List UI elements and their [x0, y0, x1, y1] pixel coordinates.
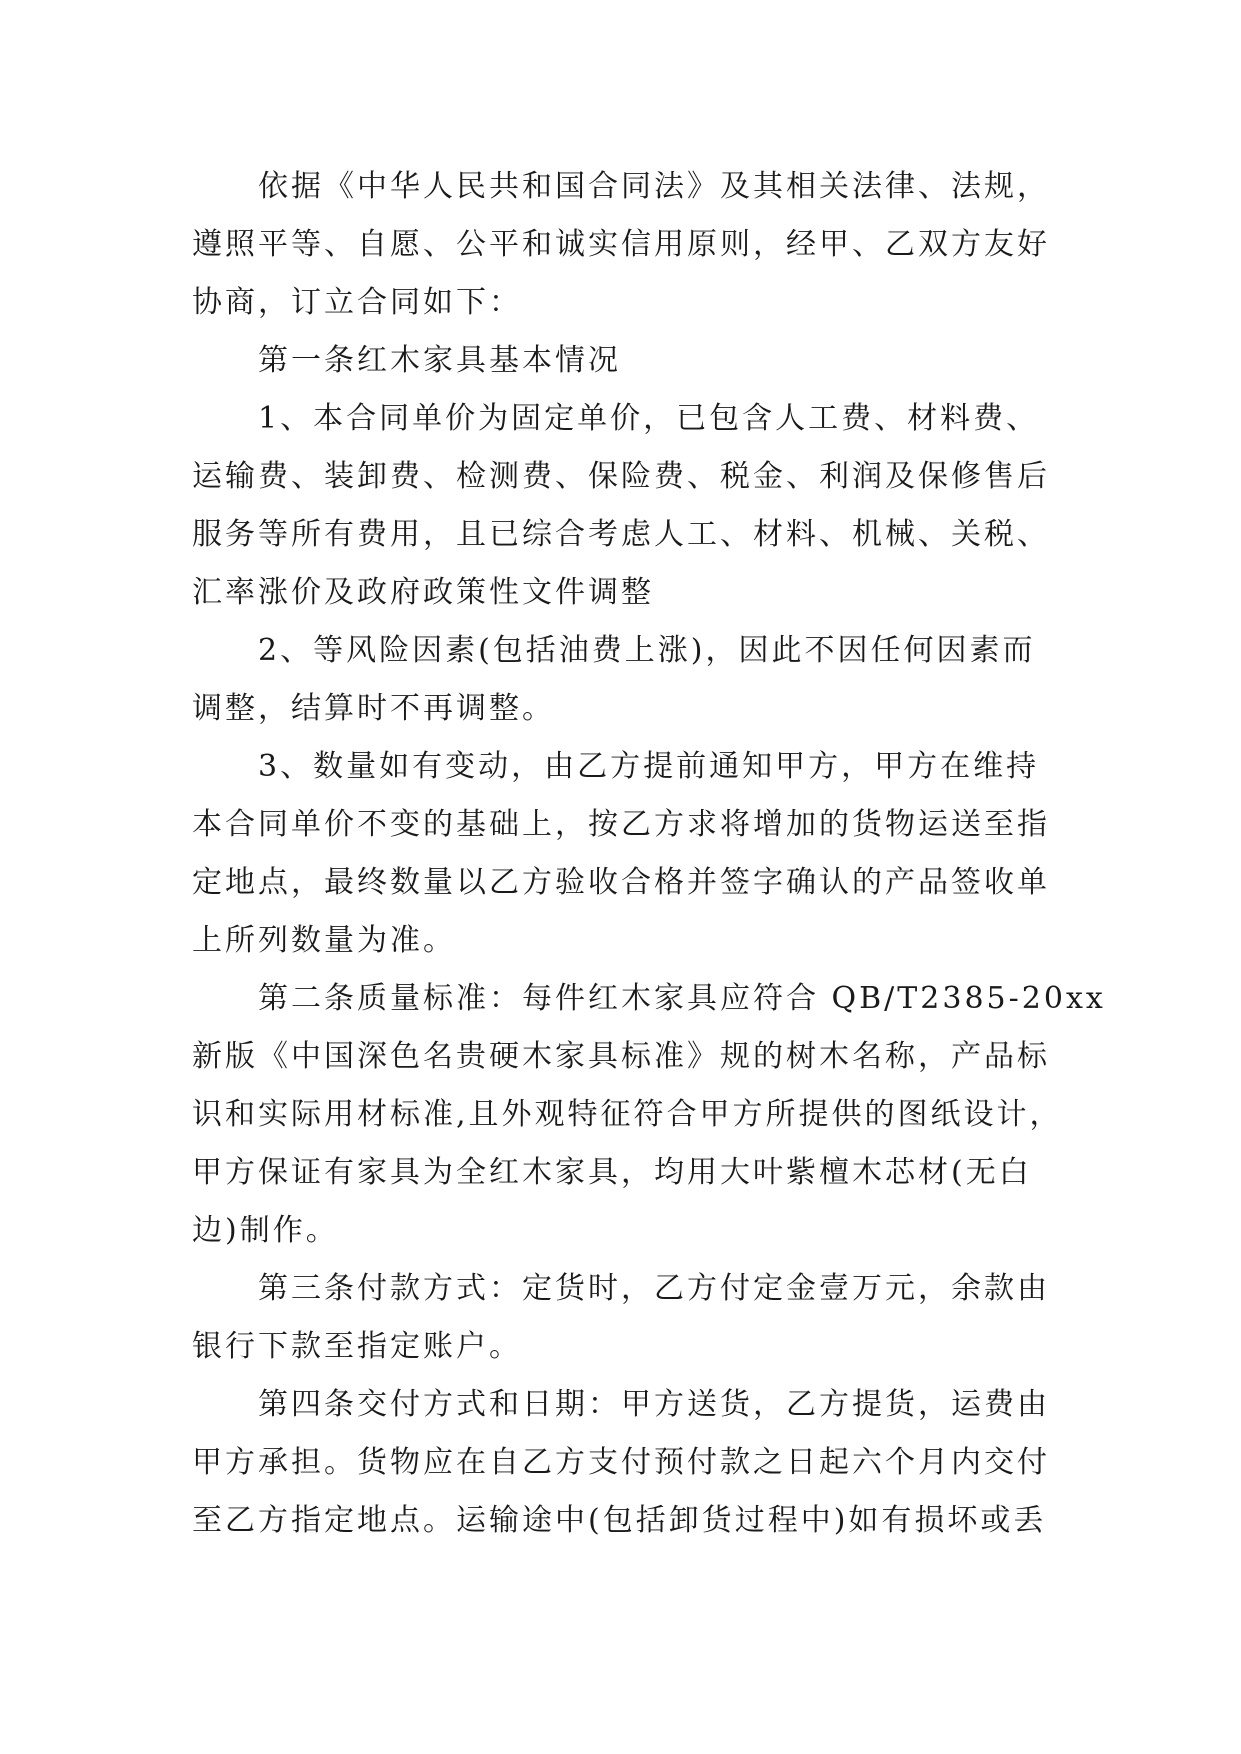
- text-line: 协商，订立合同如下：: [192, 285, 522, 320]
- text-line: 依据《中华人民共和国合同法》及其相关法律、法规，: [258, 169, 1050, 204]
- text-line: 3、数量如有变动，由乙方提前通知甲方，甲方在维持: [258, 749, 1040, 784]
- text-line: 本合同单价不变的基础上，按乙方求将增加的货物运送至指: [192, 807, 1050, 842]
- text-line: 甲方承担。货物应在自乙方支付预付款之日起六个月内交付: [192, 1445, 1050, 1480]
- clause-3: [192, 738, 1192, 970]
- text-line: 银行下款至指定账户。: [192, 1329, 522, 1364]
- text-line: 服务等所有费用，且已综合考虑人工、材料、机械、关税、: [192, 517, 1050, 552]
- text-line: 新版《中国深色名贵硬木家具标准》规的树木名称，产品标: [192, 1039, 1050, 1074]
- paragraph-preamble: [192, 158, 1192, 332]
- text-line: 运输费、装卸费、检测费、保险费、税金、利润及保修售后: [192, 459, 1050, 494]
- clause-1: [192, 390, 1192, 622]
- text-line: 汇率涨价及政府政策性文件调整: [192, 575, 654, 610]
- text-line: 遵照平等、自愿、公平和诚实信用原则，经甲、乙双方友好: [192, 227, 1050, 262]
- text-line: 甲方保证有家具为全红木家具，均用大叶紫檀木芯材(无白: [192, 1155, 1032, 1190]
- article-1-heading: [192, 332, 1192, 390]
- text-line: 上所列数量为准。: [192, 923, 456, 958]
- article-4-delivery: [192, 1376, 1192, 1550]
- text-line: 第四条交付方式和日期：甲方送货，乙方提货，运费由: [258, 1387, 1050, 1422]
- text-line: 调整，结算时不再调整。: [192, 691, 555, 726]
- text-line: 边)制作。: [192, 1213, 339, 1248]
- text-line: 定地点，最终数量以乙方验收合格并签字确认的产品签收单: [192, 865, 1050, 900]
- text-line: 2、等风险因素(包括油费上涨)，因此不因任何因素而: [258, 633, 1036, 668]
- article-3-payment: [192, 1260, 1192, 1376]
- document-body: [192, 158, 1192, 1550]
- clause-2: [192, 622, 1192, 738]
- text-line: 第三条付款方式：定货时，乙方付定金壹万元，余款由: [258, 1271, 1050, 1306]
- text-line: 第二条质量标准：每件红木家具应符合 QB/T2385-20xx: [258, 981, 1106, 1016]
- text-line: 识和实际用材标准,且外观特征符合甲方所提供的图纸设计，: [192, 1097, 1063, 1132]
- article-2-quality: [192, 970, 1192, 1260]
- text-line: 至乙方指定地点。运输途中(包括卸货过程中)如有损坏或丢: [192, 1503, 1047, 1538]
- text-line: 1、本合同单价为固定单价，已包含人工费、材料费、: [258, 401, 1040, 436]
- text-line: 第一条红木家具基本情况: [258, 343, 621, 378]
